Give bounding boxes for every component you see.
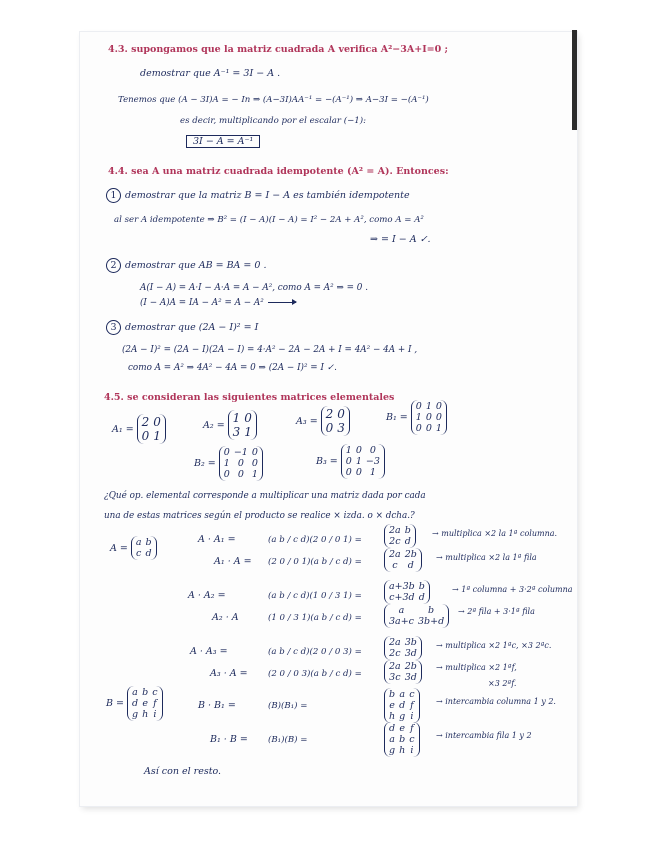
row7-note: → intercambia columna 1 y 2.	[436, 697, 556, 706]
matrix-cell: 3a+c	[389, 616, 414, 627]
part-number: 1	[106, 188, 121, 203]
matrix-cell: e	[399, 723, 405, 734]
matrix-cell: h	[142, 709, 149, 720]
matrix-cell: 1	[425, 401, 432, 412]
ex44-part3	[106, 320, 258, 335]
ex44-part1	[106, 188, 410, 203]
matrix-cell: 2b	[404, 549, 417, 560]
matrix-cell: 1	[415, 412, 422, 423]
matrix-cell: 2	[325, 407, 334, 421]
matrix-cell: b	[428, 605, 435, 616]
matrix-cell: 0	[415, 423, 422, 434]
matrix-cell: 0	[251, 458, 258, 469]
matrix-cell: 3c	[389, 672, 401, 683]
matrix-cell: b	[142, 687, 149, 698]
matrix-cell: 0	[355, 467, 362, 478]
row3-note: → 1ª columna + 3·2ª columna	[452, 585, 573, 594]
ex45-question-1: ¿Qué op. elemental corresponde a multiplicar una matriz dada por cada	[104, 491, 426, 501]
matrix-A3	[296, 406, 350, 436]
matrix-cell: 2a	[389, 549, 401, 560]
matrix-cell: d	[145, 548, 152, 559]
ex44-step3: A(I − A) = A·I − A·A = A − A², como A = A² ⇒ = 0 .	[140, 283, 368, 293]
row3-result	[384, 580, 430, 604]
row7-product: (B)(B₁) =	[268, 701, 308, 711]
ex44-heading: 4.4. sea A una matriz cuadrada idempotente (A² = A). Entonces:	[108, 166, 449, 177]
row8-result	[384, 722, 420, 757]
matrix-cell: 2c	[389, 536, 401, 547]
row6-result	[384, 660, 422, 684]
row3-product: (a b / c d)(1 0 / 3 1) =	[268, 591, 362, 601]
matrix-B1	[386, 400, 447, 435]
ex43-statement	[108, 44, 448, 56]
matrix-cell: 1	[223, 458, 230, 469]
matrix-cell: c	[392, 560, 398, 571]
matrix-cell: d	[389, 723, 396, 734]
matrix-name: A₁ =	[112, 423, 134, 435]
matrix-cell: d	[407, 560, 414, 571]
matrix-cell: 0	[435, 412, 442, 423]
part-number: 3	[106, 320, 121, 335]
ex45-heading: 4.5. se consideran las siguientes matrices elementales	[104, 392, 395, 403]
matrix-cell: a+3b	[389, 581, 415, 592]
row1-result	[384, 524, 416, 548]
matrix-cell: 3b	[404, 637, 417, 648]
matrix-cell: 0	[425, 412, 432, 423]
ex45-question-2: una de estas matrices según el producto se realice × izda. o × dcha.?	[104, 511, 415, 521]
matrix-cell: c	[136, 548, 142, 559]
ex44-part2	[106, 258, 267, 273]
ex43-result-box: 3I − A = A⁻¹	[186, 135, 260, 148]
matrix-cell: a	[398, 605, 405, 616]
matrix-name: B₁ =	[386, 412, 408, 423]
ex43-step2: es decir, multiplicando por el escalar (−1):	[180, 116, 367, 126]
matrix-cell: b	[418, 581, 425, 592]
matrix-cell: 1	[355, 456, 362, 467]
part3-text: demostrar que (2A − I)² = I	[125, 322, 259, 333]
matrix-cell: 0	[325, 421, 334, 435]
step4-text: (I − A)A = IA − A² = A − A²	[140, 298, 264, 308]
matrix-cell: 0	[355, 445, 362, 456]
matrix-cell: b	[404, 525, 411, 536]
matrix-cell: a	[135, 537, 142, 548]
matrix-cell: 2a	[389, 525, 401, 536]
ex44-step4	[140, 297, 296, 309]
matrix-cell: b	[145, 537, 152, 548]
matrix-cell: 1	[244, 425, 252, 439]
row2-product: (2 0 / 0 1)(a b / c d) =	[268, 557, 362, 567]
matrix-cell: 2	[141, 415, 150, 429]
matrix-cell: 2c	[389, 648, 401, 659]
row1-product: (a b / c d)(2 0 / 0 1) =	[268, 535, 362, 545]
matrix-cell: 2b	[404, 661, 417, 672]
matrix-cell: 0	[415, 401, 422, 412]
row4-note: → 2ª fila + 3·1ª fila	[458, 607, 535, 616]
matrix-name: A =	[110, 542, 128, 554]
part1-text: demostrar que la matriz B = I − A es también idempotente	[125, 190, 410, 201]
matrix-name: B₂ =	[194, 458, 216, 469]
matrix-cell: 0	[425, 423, 432, 434]
row4-lhs: A₂ · A	[212, 612, 239, 623]
matrix-cell: b	[399, 734, 406, 745]
row6-note-2: ×3 2ªf.	[488, 679, 517, 688]
matrix-cell: d	[418, 592, 425, 603]
matrix-cell: i	[410, 745, 414, 756]
matrix-cell: 3	[337, 421, 345, 435]
arrow-icon	[268, 302, 296, 303]
row8-lhs: B₁ · B =	[210, 734, 248, 745]
matrix-cell: 0	[153, 415, 161, 429]
matrix-cell: g	[131, 709, 139, 720]
matrix-cell: 0	[237, 458, 244, 469]
row5-product: (a b / c d)(2 0 / 0 3) =	[268, 647, 362, 657]
ex44-step6: como A = A² ⇒ 4A² − 4A = 0 ⇒ (2A − I)² = I ✓.	[128, 363, 337, 373]
matrix-cell: g	[389, 745, 396, 756]
row4-result	[384, 604, 449, 628]
matrix-name: B =	[106, 698, 124, 709]
matrix-cell: c	[409, 689, 415, 700]
matrix-cell: 1	[369, 467, 376, 478]
matrix-cell: h	[399, 745, 406, 756]
row4-product: (1 0 / 3 1)(a b / c d) =	[268, 613, 362, 623]
matrix-cell: d	[131, 698, 139, 709]
matrix-cell: i	[153, 709, 157, 720]
row5-result	[384, 636, 422, 660]
scan-edge	[572, 30, 577, 130]
matrix-cell: 1	[251, 469, 258, 480]
part2-text: demostrar que AB = BA = 0 .	[125, 260, 267, 271]
row6-note: → multiplica ×2 1ªf,	[436, 663, 517, 672]
matrix-cell: 0	[251, 447, 258, 458]
matrix-cell: 0	[345, 456, 352, 467]
matrix-cell: 0	[141, 429, 150, 443]
matrix-A2	[203, 410, 257, 440]
matrix-cell: 2a	[389, 637, 401, 648]
ex44-step2: ⇒ = I − A ✓.	[370, 234, 431, 245]
matrix-cell: d	[404, 536, 411, 547]
matrix-cell: e	[389, 700, 395, 711]
matrix-cell: e	[142, 698, 148, 709]
row1-note: → multiplica ×2 la 1ª columna.	[432, 529, 558, 538]
row7-result	[384, 688, 420, 723]
row2-note: → multiplica ×2 la 1ª fila	[436, 553, 537, 562]
matrix-B2	[194, 446, 263, 481]
matrix-cell: a	[132, 687, 138, 698]
matrix-cell: 2a	[389, 661, 401, 672]
matrix-cell: 1	[435, 423, 442, 434]
part-number: 2	[106, 258, 121, 273]
matrix-cell: a	[399, 689, 405, 700]
matrix-name: B₃ =	[316, 456, 338, 467]
ex45-closing: Así con el resto.	[144, 766, 222, 777]
ex43-heading: 4.3. supongamos que la matriz cuadrada A verifica A²−3A+I=0 ;	[108, 44, 449, 55]
matrix-cell: i	[410, 711, 414, 722]
matrix-cell: d	[399, 700, 406, 711]
matrix-cell: c+3d	[389, 592, 415, 603]
matrix-cell: 1	[345, 445, 352, 456]
row1-lhs: A · A₁ =	[198, 534, 236, 545]
row7-lhs: B · B₁ =	[198, 700, 236, 711]
matrix-name: A₂ =	[203, 419, 225, 431]
matrix-B3	[316, 444, 385, 479]
row3-lhs: A · A₂ =	[188, 590, 226, 601]
row8-product: (B₁)(B) =	[268, 735, 308, 745]
matrix-cell: −1	[233, 447, 248, 458]
matrix-cell: 0	[223, 469, 230, 480]
ex44-step5: (2A − I)² = (2A − I)(2A − I) = 4·A² − 2A − 2A + I = 4A² − 4A + I ,	[122, 345, 418, 355]
ex43-result	[186, 136, 260, 148]
matrix-A1	[112, 414, 166, 444]
matrix-B	[106, 686, 163, 721]
matrix-cell: b	[389, 689, 396, 700]
matrix-cell: 0	[369, 445, 376, 456]
matrix-cell: 3d	[404, 648, 417, 659]
ex44-step1: al ser A idempotente ⇒ B² = (I − A)(I − A) = I² − 2A + A², como A = A²	[114, 215, 424, 225]
row5-lhs: A · A₃ =	[190, 646, 228, 657]
ex43-step1: Tenemos que (A − 3I)A = − In ⇒ (A−3I)AA⁻¹ = −(A⁻¹) ⇒ A−3I = −(A⁻¹)	[118, 95, 429, 105]
matrix-cell: −3	[365, 456, 380, 467]
row2-lhs: A₁ · A =	[214, 556, 252, 567]
matrix-cell: 1	[232, 411, 241, 425]
matrix-cell: c	[409, 734, 415, 745]
matrix-cell: 0	[337, 407, 345, 421]
matrix-cell: h	[389, 711, 396, 722]
matrix-A	[110, 536, 157, 560]
row6-product: (2 0 / 0 3)(a b / c d) =	[268, 669, 362, 679]
matrix-cell: f	[153, 698, 157, 709]
matrix-cell: 3d	[404, 672, 417, 683]
ex43-goal: demostrar que A⁻¹ = 3I − A .	[140, 68, 281, 79]
matrix-cell: g	[399, 711, 406, 722]
row2-result	[384, 548, 422, 572]
matrix-cell: 0	[435, 401, 442, 412]
matrix-cell: f	[410, 700, 414, 711]
matrix-cell: 0	[223, 447, 230, 458]
matrix-cell: 0	[345, 467, 352, 478]
matrix-cell: 1	[153, 429, 161, 443]
matrix-name: A₃ =	[296, 415, 318, 427]
matrix-cell: 3	[232, 425, 241, 439]
matrix-cell: 0	[237, 469, 244, 480]
row8-note: → intercambia fila 1 y 2	[436, 731, 532, 740]
matrix-cell: 3b+d	[418, 616, 445, 627]
row6-lhs: A₃ · A =	[210, 668, 248, 679]
matrix-cell: c	[152, 687, 158, 698]
matrix-cell: f	[410, 723, 414, 734]
matrix-cell: 0	[244, 411, 252, 425]
row5-note: → multiplica ×2 1ªc, ×3 2ªc.	[436, 641, 552, 650]
matrix-cell: a	[389, 734, 395, 745]
